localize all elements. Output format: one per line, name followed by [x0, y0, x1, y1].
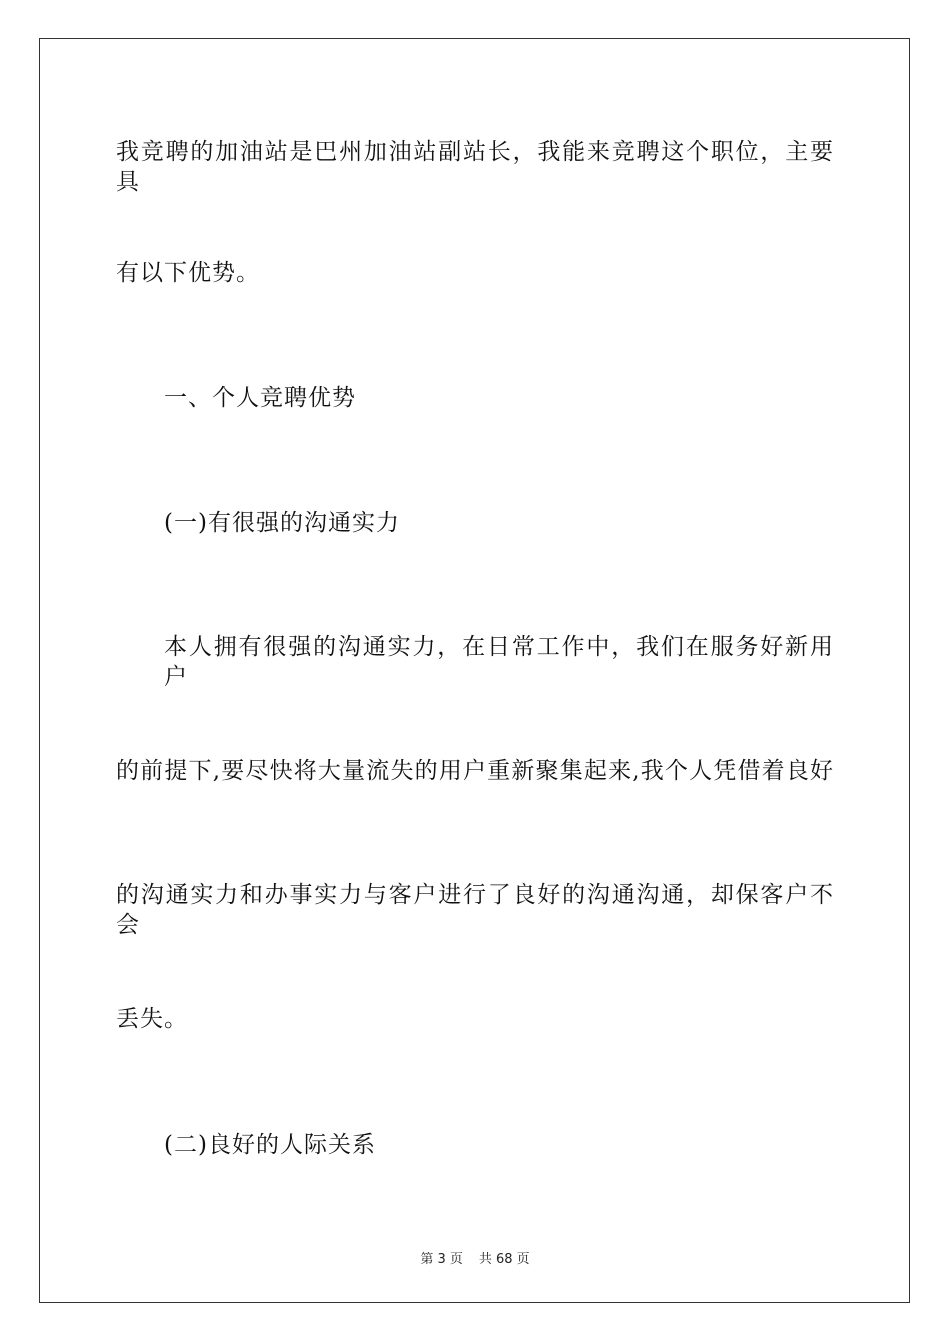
- subsection-heading: (一)有很强的沟通实力: [164, 510, 400, 536]
- body-text-line: 丢失。: [116, 1006, 188, 1032]
- body-text-line: 我竞聘的加油站是巴州加油站副站长，我能来竞聘这个职位，主要具: [116, 139, 834, 195]
- page-total: 共 68 页: [478, 1252, 530, 1267]
- body-text-line: 的前提下,要尽快将大量流失的用户重新聚集起来,我个人凭借着良好: [116, 758, 834, 784]
- section-heading: 一、个人竞聘优势: [164, 385, 356, 411]
- body-text-line: 本人拥有很强的沟通实力，在日常工作中，我们在服务好新用户: [164, 634, 834, 690]
- body-text-line: 的沟通实力和办事实力与客户进行了良好的沟通沟通，却保客户不会: [116, 882, 834, 938]
- body-text-line: 有以下优势。: [116, 260, 260, 286]
- subsection-heading: (二)良好的人际关系: [164, 1132, 376, 1158]
- page-footer: [0, 1248, 950, 1267]
- page-number: 第 3 页: [420, 1252, 463, 1267]
